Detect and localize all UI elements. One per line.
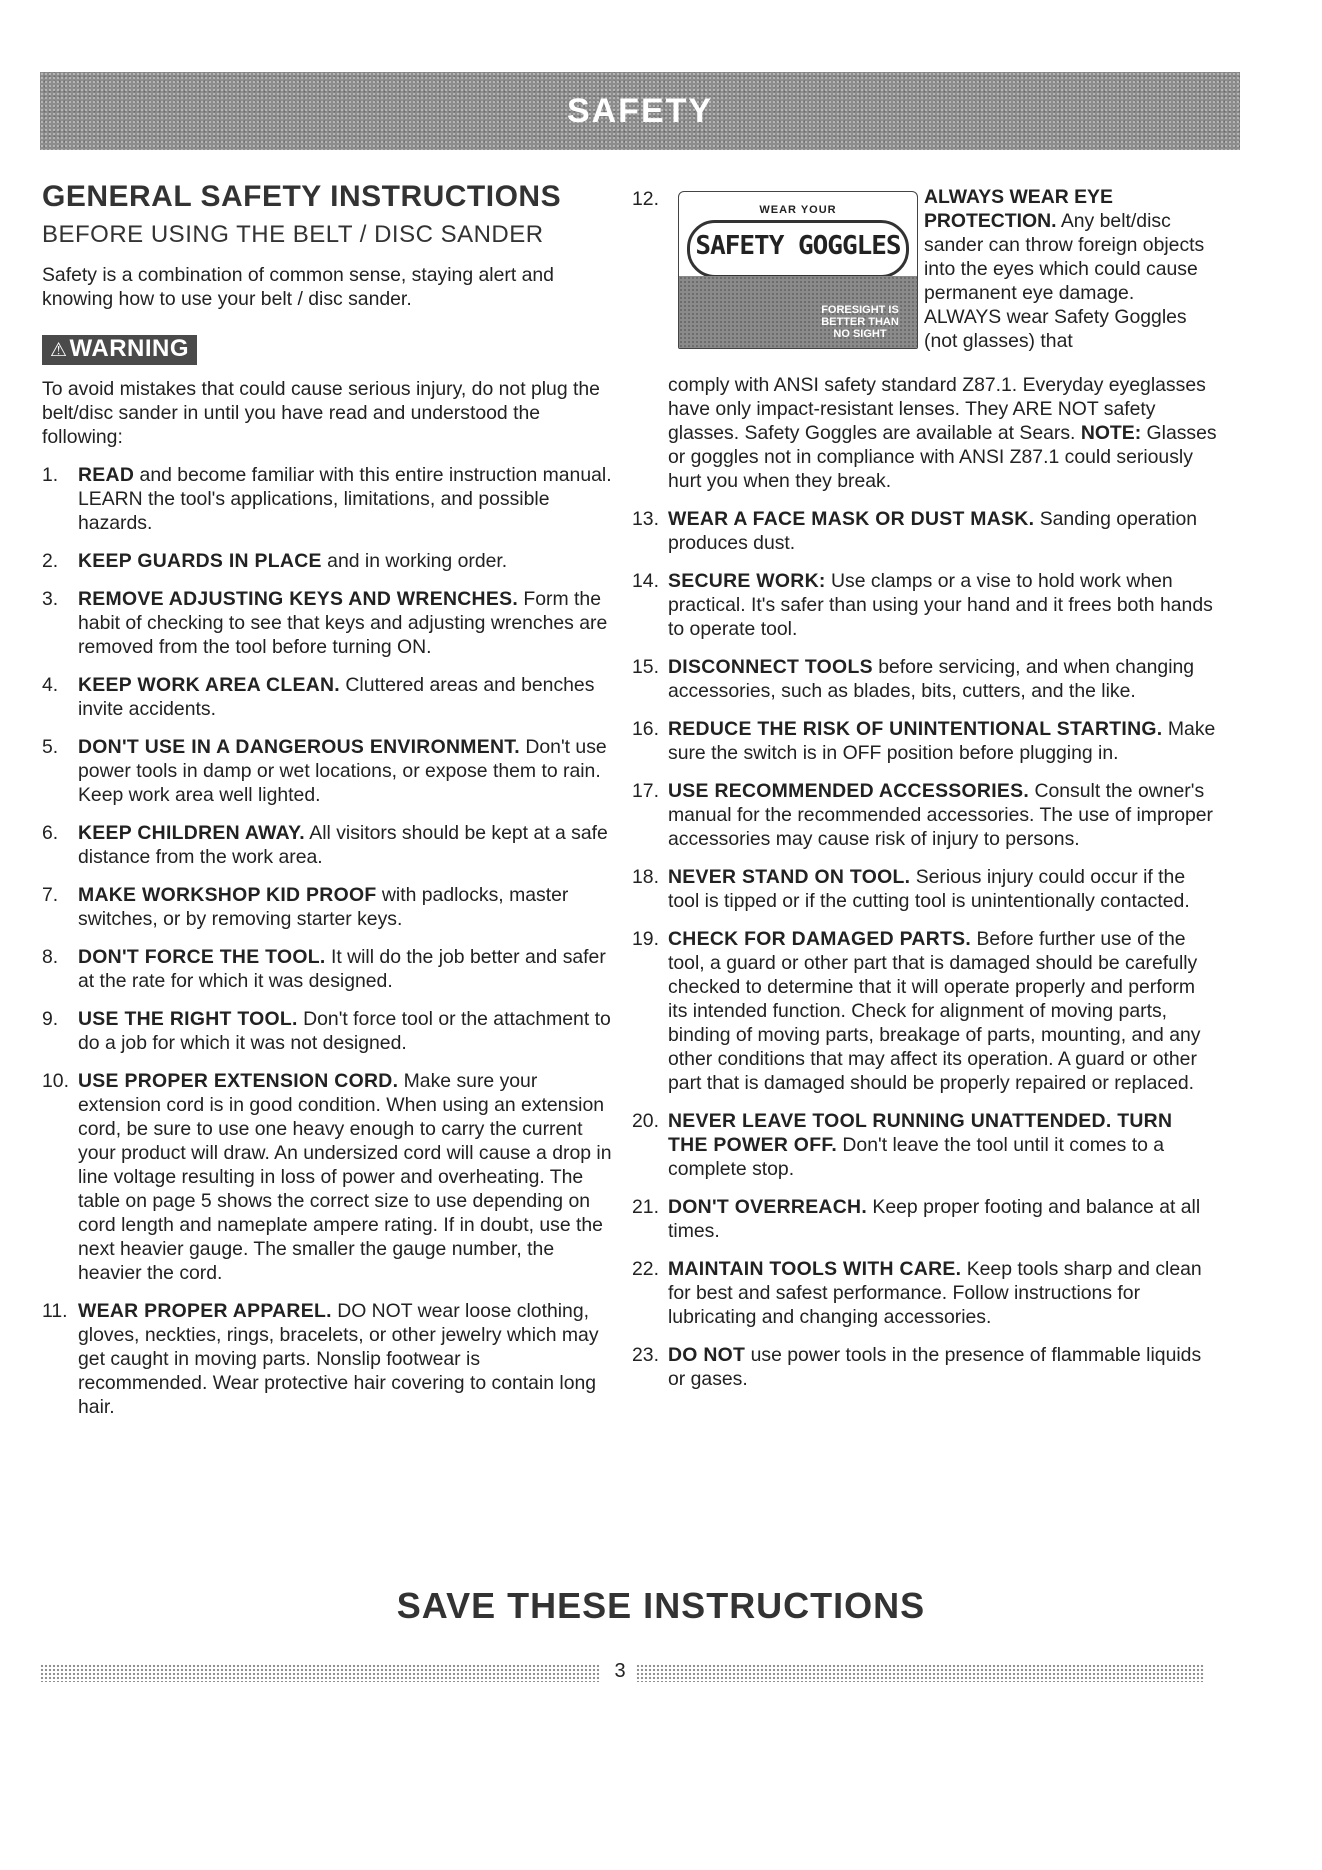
warning-label: WARNING [69, 335, 190, 362]
item-text: Any belt/disc sander can throw foreign objects into the eyes which could cause permanent eye damage. ALWAYS wear Safety Goggles (not glasses) that [924, 210, 1205, 352]
item-lead: ALWAYS WEAR EYE PROTECTION. [924, 186, 1113, 232]
item-lead: USE PROPER EXTENSION CORD. [78, 1070, 399, 1092]
item-number: 9. [42, 1008, 59, 1030]
item-text: Before further use of the tool, a guard or other part that is damaged should be carefully checked to determine that it will operate properly and perform its intended function. Check for alignment of moving parts, binding of moving parts, breakage of parts, mounting, and any other conditions that may affect its operation. A guard or other part that is damaged should be properly repaired or replaced. [668, 928, 1201, 1094]
item-body [78, 673, 612, 721]
item-text: use power tools in the presence of flammable liquids or gases. [668, 1344, 1202, 1390]
list-item-22 [632, 1257, 1217, 1329]
item-body [78, 883, 612, 931]
item-number: 14. [632, 570, 659, 592]
item-text: DO NOT wear loose clothing, gloves, neckties, rings, bracelets, or other jewelry which may get caught in moving parts. Nonslip footwear is recommended. Wear protective hair covering to contain long hair. [78, 1300, 599, 1418]
safety-goggles-image [678, 191, 918, 349]
item-body [668, 655, 1217, 703]
list-item-3 [42, 587, 612, 659]
item-12-cont-text: comply with ANSI safety standard Z87.1. Everyday eyeglasses have only impact-resistant lenses. They ARE NOT safety glasses. Safety Goggles are available at Sears. [668, 374, 1206, 444]
item-lead: WEAR A FACE MASK OR DUST MASK. [668, 508, 1035, 530]
instruction-list-right [632, 507, 1217, 1391]
item-lead: DON'T USE IN A DANGEROUS ENVIRONMENT. [78, 736, 520, 758]
list-item-4 [42, 673, 612, 721]
right-column [632, 185, 1217, 1405]
item-body [78, 549, 612, 573]
item-text: and in working order. [327, 550, 508, 572]
item-number: 19. [632, 928, 659, 950]
item-body [668, 1195, 1217, 1243]
warning-badge [42, 335, 197, 365]
list-item-8 [42, 945, 612, 993]
item-body [668, 927, 1217, 1095]
item-number: 5. [42, 736, 59, 758]
item-lead: MAKE WORKSHOP KID PROOF [78, 884, 377, 906]
item-body [668, 865, 1217, 913]
item-text: Consult the owner's manual for the recommended accessories. The use of improper accessories may cause risk of injury to persons. [668, 780, 1214, 850]
instruction-list-left [42, 463, 612, 1419]
item-text: with padlocks, master switches, or by removing starter keys. [78, 884, 569, 930]
list-item-11 [42, 1299, 612, 1419]
item-number: 8. [42, 946, 59, 968]
item-text: Keep proper footing and balance at all times. [668, 1196, 1201, 1242]
section-title: GENERAL SAFETY INSTRUCTIONS [42, 180, 562, 213]
item-number: 17. [632, 780, 659, 802]
item-number: 22. [632, 1258, 659, 1280]
item-lead: USE THE RIGHT TOOL. [78, 1008, 298, 1030]
list-item-7 [42, 883, 612, 931]
list-item-1 [42, 463, 612, 535]
item-body [78, 821, 612, 869]
item-number: 10. [42, 1070, 69, 1092]
item-lead: NEVER LEAVE TOOL RUNNING UNATTENDED. TURN THE POWER OFF. [668, 1110, 1173, 1156]
warning-text: To avoid mistakes that could cause serious injury, do not plug the belt/disc sander in until you have read and understood the following: [42, 378, 600, 448]
item-number: 3. [42, 588, 59, 610]
item-body [78, 1299, 612, 1419]
item-number: 12. [632, 188, 659, 210]
item-number: 23. [632, 1344, 659, 1366]
item-number: 4. [42, 674, 59, 696]
item-number: 16. [632, 718, 659, 740]
footer-rule-right [636, 1664, 1204, 1682]
item-text: Sanding operation produces dust. [668, 508, 1198, 554]
item-lead: SECURE WORK: [668, 570, 826, 592]
item-text: Keep tools sharp and clean for best and safest performance. Follow instructions for lubricating and changing accessories. [668, 1258, 1202, 1328]
item-body [78, 945, 612, 993]
list-item-14 [632, 569, 1217, 641]
section-subtitle: BEFORE USING THE BELT / DISC SANDER [42, 221, 544, 248]
item-text: It will do the job better and safer at the rate for which it was designed. [78, 946, 606, 992]
item-number: 18. [632, 866, 659, 888]
list-item-23 [632, 1343, 1217, 1391]
item-number: 13. [632, 508, 659, 530]
item-text: before servicing, and when changing accessories, such as blades, bits, cutters, and the like. [668, 656, 1195, 702]
item-body [78, 1007, 612, 1055]
item-lead: DON'T OVERREACH. [668, 1196, 868, 1218]
item-body [78, 587, 612, 659]
item-lead: DISCONNECT TOOLS [668, 656, 873, 678]
note-label: NOTE: [1080, 422, 1142, 444]
list-item-20 [632, 1109, 1217, 1181]
item-body [668, 779, 1217, 851]
item-body [668, 1343, 1217, 1391]
goggles-main-text: SAFETY GOGGLES [695, 231, 901, 261]
list-item-9 [42, 1007, 612, 1055]
intro-text: Safety is a combination of common sense, staying alert and knowing how to use your belt / disc sander. [42, 264, 554, 310]
item-text: Use clamps or a vise to hold work when practical. It's safer than using your hand and it frees both hands to operate tool. [668, 570, 1213, 640]
goggles-band [687, 220, 909, 278]
left-column [42, 180, 612, 1433]
item-lead: NEVER STAND ON TOOL. [668, 866, 911, 888]
item-text: Form the habit of checking to see that keys and adjusting wrenches are removed from the tool before turning ON. [78, 588, 608, 658]
page-number: 3 [614, 1660, 626, 1682]
note-text: Glasses or goggles not in compliance with ANSI Z87.1 could seriously hurt you when they break. [668, 422, 1217, 492]
item-lead: REMOVE ADJUSTING KEYS AND WRENCHES. [78, 588, 519, 610]
item-text: All visitors should be kept at a safe distance from the work area. [78, 822, 608, 868]
footer-rule-left [40, 1664, 600, 1682]
item-text: Make sure your extension cord is in good condition. When using an extension cord, be sure to use one heavy enough to carry the current your product will draw. An undersized cord will cause a drop in line voltage resulting in loss of power and overheating. The table on page 5 shows the correct size to use depending on cord length and nameplate ampere rating. If in doubt, use the next heavier gauge. The smaller the gauge number, the heavier the cord. [78, 1070, 612, 1284]
item-body [668, 1257, 1217, 1329]
list-item-19 [632, 927, 1217, 1095]
item-text: and become familiar with this entire instruction manual. LEARN the tool's applications, limitations, and possible hazards. [78, 464, 612, 534]
item-text: Don't force tool or the attachment to do a job for which it was not designed. [78, 1008, 611, 1054]
goggles-header: WEAR YOUR [759, 204, 837, 216]
item-lead: MAINTAIN TOOLS WITH CARE. [668, 1258, 962, 1280]
item-body [668, 717, 1217, 765]
item-body [78, 463, 612, 535]
item-lead: WEAR PROPER APPAREL. [78, 1300, 332, 1322]
item-number: 11. [42, 1300, 68, 1322]
item-text: Don't use power tools in damp or wet locations, or expose them to rain. Keep work area well lighted. [78, 736, 607, 806]
save-instructions-title: SAVE THESE INSTRUCTIONS [396, 1585, 926, 1626]
list-item-2 [42, 549, 612, 573]
banner-title: SAFETY [566, 91, 714, 130]
item-lead: KEEP CHILDREN AWAY. [78, 822, 305, 844]
item-number: 2. [42, 550, 59, 572]
list-item-6 [42, 821, 612, 869]
item-lead: USE RECOMMENDED ACCESSORIES. [668, 780, 1030, 802]
item-text: Don't leave the tool until it comes to a complete stop. [668, 1134, 1165, 1180]
item-number: 20. [632, 1110, 659, 1132]
item-body [78, 735, 612, 807]
item-12-side-text [924, 185, 1214, 353]
item-text: Cluttered areas and benches invite accidents. [78, 674, 595, 720]
goggles-slogan: FORESIGHT IS BETTER THAN NO SIGHT [821, 304, 899, 340]
item-body [78, 1069, 612, 1285]
list-item-10 [42, 1069, 612, 1285]
item-number: 1. [42, 464, 59, 486]
warning-triangle-icon: ⚠ [50, 340, 68, 361]
item-lead: REDUCE THE RISK OF UNINTENTIONAL STARTING. [668, 718, 1163, 740]
list-item-12 [632, 185, 1217, 377]
item-lead: CHECK FOR DAMAGED PARTS. [668, 928, 972, 950]
item-text: Make sure the switch is in OFF position before plugging in. [668, 718, 1216, 764]
list-item-17 [632, 779, 1217, 851]
list-item-16 [632, 717, 1217, 765]
safety-banner [40, 72, 1240, 150]
item-number: 6. [42, 822, 59, 844]
item-lead: KEEP WORK AREA CLEAN. [78, 674, 340, 696]
item-12-continued [632, 373, 1217, 493]
list-item-5 [42, 735, 612, 807]
list-item-13 [632, 507, 1217, 555]
item-body [668, 507, 1217, 555]
item-lead: READ [78, 464, 135, 486]
item-body [668, 1109, 1217, 1181]
list-item-18 [632, 865, 1217, 913]
item-number: 21. [632, 1196, 659, 1218]
item-lead: KEEP GUARDS IN PLACE [78, 550, 322, 572]
list-item-15 [632, 655, 1217, 703]
item-lead: DON'T FORCE THE TOOL. [78, 946, 326, 968]
list-item-21 [632, 1195, 1217, 1243]
item-text: Serious injury could occur if the tool is tipped or if the cutting tool is unintentionally contacted. [668, 866, 1190, 912]
item-body [668, 569, 1217, 641]
item-lead: DO NOT [668, 1344, 746, 1366]
item-number: 7. [42, 884, 59, 906]
item-number: 15. [632, 656, 659, 678]
